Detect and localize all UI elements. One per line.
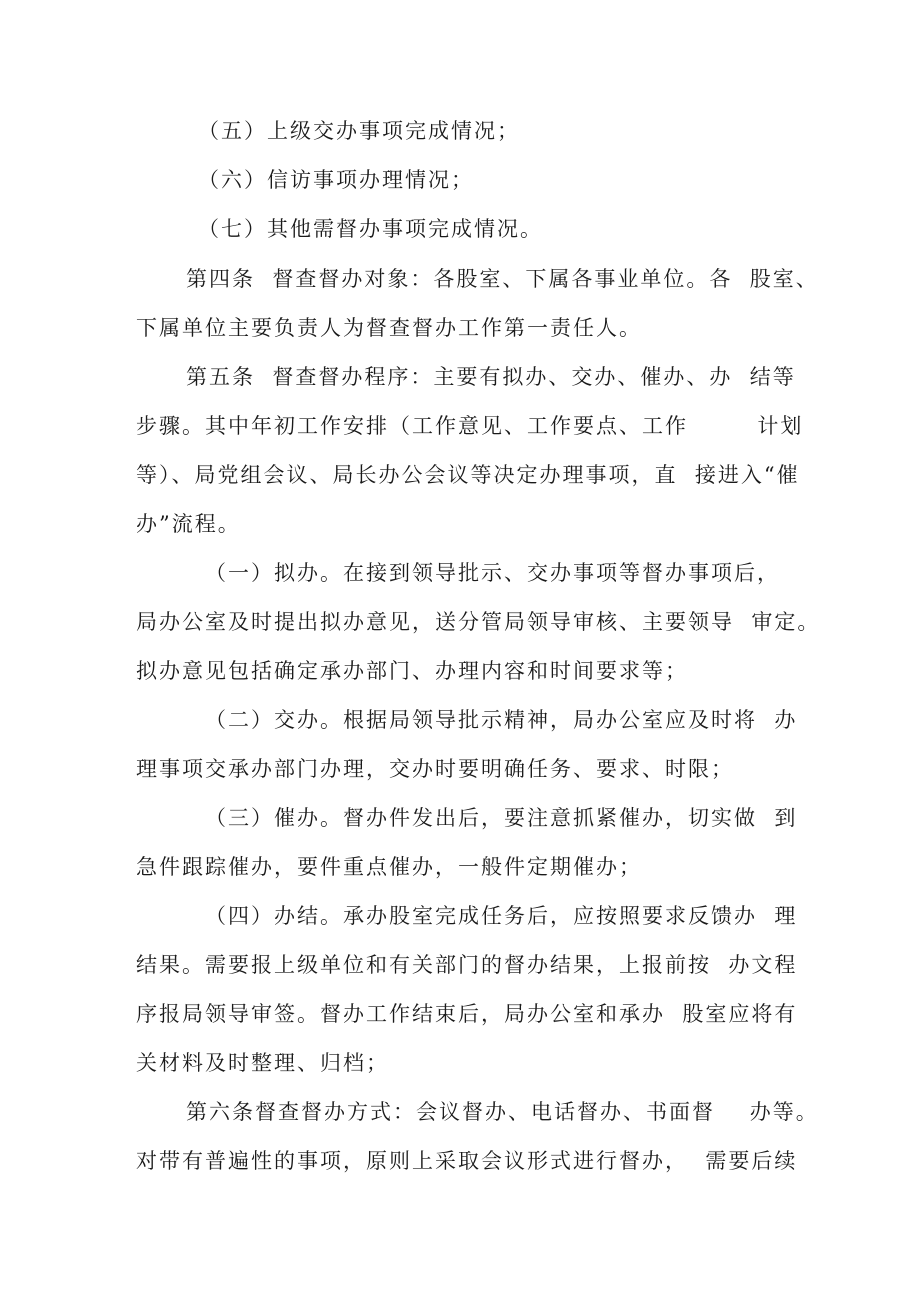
- text-line-21: 第六条督查督办方式：会议督办、电话督办、书面督 办等。: [186, 1100, 819, 1124]
- text-line-2: （六）信访事项办理情况；: [198, 168, 474, 192]
- text-line-14: 理事项交承办部门办理，交办时要明确任务、要求、时限；: [136, 757, 734, 781]
- text-line-8: 等）、局党组会议、局长办公会议等决定办理事项，直 接进入“催: [136, 463, 800, 487]
- text-line-12: 拟办意见包括确定承办部门、办理内容和时间要求等；: [136, 659, 688, 683]
- text-line-9: 办”流程。: [136, 512, 241, 536]
- text-line-16: 急件跟踪催办，要件重点催办，一般件定期催办；: [136, 855, 642, 879]
- text-line-4: 第四条 督查督办对象：各股室、下属各事业单位。各 股室、: [186, 267, 819, 291]
- text-line-5: 下属单位主要负责人为督查督办工作第一责任人。: [136, 316, 642, 340]
- text-line-7: 步骤。其中年初工作安排（工作意见、工作要点、工作 计划: [136, 414, 804, 438]
- text-line-20: 关材料及时整理、归档；: [136, 1051, 389, 1075]
- text-line-11: 局办公室及时提出拟办意见，送分管局领导审核、主要领导 审定。: [136, 610, 821, 634]
- text-line-18: 结果。需要报上级单位和有关部门的督办结果，上报前按 办文程: [136, 953, 798, 977]
- text-line-1: （五）上级交办事项完成情况；: [198, 119, 520, 143]
- text-line-15: （三）催办。督办件发出后，要注意抓紧催办，切实做 到: [205, 806, 798, 830]
- text-line-6: 第五条 督查督办程序：主要有拟办、交办、催办、办 结等: [186, 365, 796, 389]
- text-line-22: 对带有普遍性的事项，原则上采取会议形式进行督办， 需要后续: [136, 1149, 798, 1173]
- text-line-10: （一）拟办。在接到领导批示、交办事项等督办事项后，: [205, 561, 780, 585]
- text-line-13: （二）交办。根据局领导批示精神，局办公室应及时将 办: [205, 708, 798, 732]
- text-line-17: （四）办结。承办股室完成任务后，应按照要求反馈办 理: [205, 904, 798, 928]
- text-line-19: 序报局领导审签。督办工作结束后，局办公室和承办 股室应将有: [136, 1002, 798, 1026]
- text-line-3: （七）其他需督办事项完成情况。: [198, 217, 543, 241]
